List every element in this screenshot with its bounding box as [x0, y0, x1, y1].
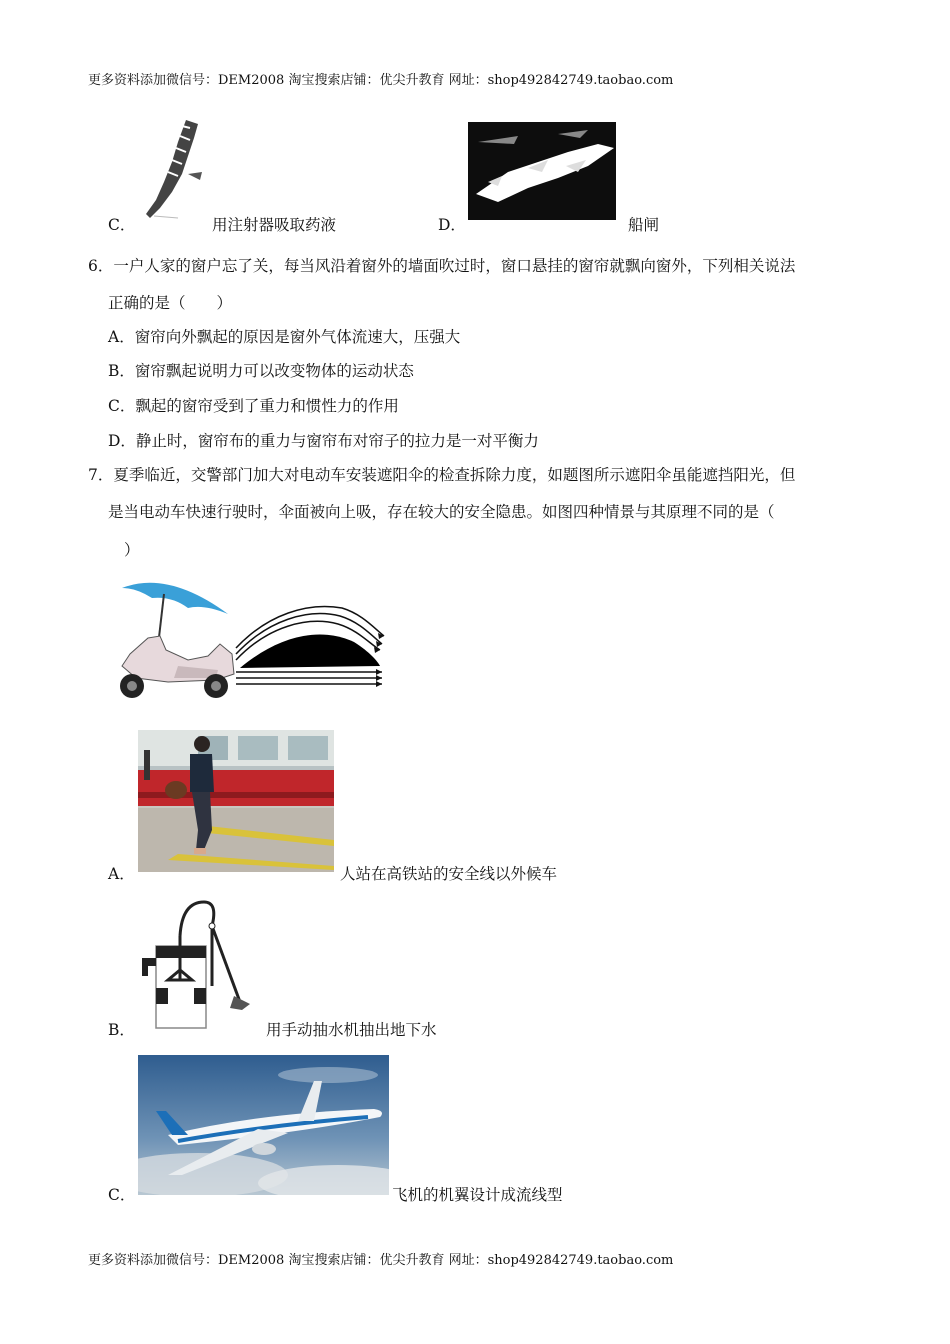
q7-option-c-letter: C． [108, 1186, 136, 1204]
q6-option-a: A．窗帘向外飘起的原因是窗外气体流速大，压强大 [108, 328, 461, 346]
syringe-image [138, 116, 210, 222]
q5-option-d-letter: D． [438, 216, 466, 234]
q6-option-d: D．静止时，窗帘布的重力与窗帘布对帘子的拉力是一对平衡力 [108, 432, 539, 450]
airplane-image [138, 1055, 389, 1195]
q5-option-c-letter: C． [108, 216, 136, 234]
q5-option-c-text: 用注射器吸取药液 [212, 216, 337, 234]
q6-stem-line1: 6．一户人家的窗户忘了关，每当风沿着窗外的墙面吹过时，窗口悬挂的窗帘就飘向窗外，下列相关说法 [88, 257, 796, 275]
q7-option-b-letter: B． [108, 1021, 135, 1039]
page-header: 更多资料添加微信号：DEM2008 淘宝搜索店铺：优尖升教育 网址：shop492842749.taobao.com [88, 73, 674, 88]
q6-stem-line2: 正确的是（ ） [108, 294, 233, 312]
scooter-umbrella-image [108, 574, 388, 704]
page-footer: 更多资料添加微信号：DEM2008 淘宝搜索店铺：优尖升教育 网址：shop492842749.taobao.com [88, 1253, 674, 1268]
ship-lock-image [468, 122, 616, 220]
q7-stem-line1: 7．夏季临近，交警部门加大对电动车安装遮阳伞的检查拆除力度，如题图所示遮阳伞虽能遮挡阳光，但 [88, 466, 796, 484]
q5-option-d-text: 船闸 [628, 216, 660, 234]
q7-stem-line3: ） [124, 541, 140, 559]
q6-option-c: C．飘起的窗帘受到了重力和惯性力的作用 [108, 397, 399, 415]
q7-stem-line2: 是当电动车快速行驶时，伞面被向上吸，存在较大的安全隐患。如图四种情景与其原理不同的是（ [108, 503, 775, 521]
railway-platform-image [138, 730, 334, 872]
q7-option-b-text: 用手动抽水机抽出地下水 [266, 1021, 437, 1039]
q6-option-b: B．窗帘飘起说明力可以改变物体的运动状态 [108, 362, 414, 380]
q7-option-a-text: 人站在高铁站的安全线以外候车 [340, 865, 558, 883]
hand-pump-image [138, 896, 264, 1030]
q7-option-a-letter: A． [108, 865, 135, 883]
q7-option-c-text: 飞机的机翼设计成流线型 [392, 1186, 563, 1204]
